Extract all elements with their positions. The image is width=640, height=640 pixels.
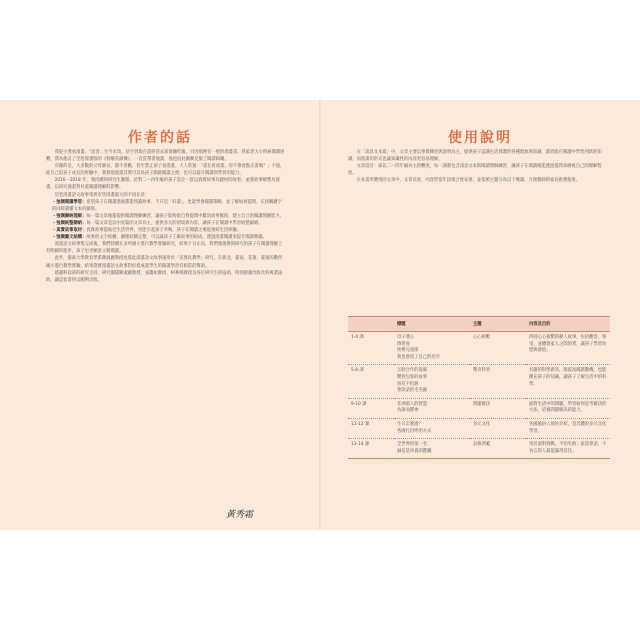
table-row: [348, 365, 610, 398]
titles-cell: 母子連心 博愛座 快樂兒童節 我也會寫了自己的名字: [394, 332, 470, 365]
paragraph: 漫畫語文故事集完成後，我們陸續在多所國小進行教學實驗研究，結果十分正向，我們發現參與研究的孩子在閱讀理解上有明顯的進步，孩子也更願意主動閱讀。: [46, 242, 283, 255]
authors-note-body: [46, 149, 286, 284]
bullet-item: ・強調歸納理解：每一篇文章後都提供閱讀理解練習，讓孩子能夠從自我提問中釐清故事脈絡，建立自己的閱讀理解能力。: [52, 213, 285, 219]
titles-cell: 非洲窮人的智慧 為誰而撐傘: [394, 398, 470, 418]
bullet-item: ・強調圖文結構：故事的文字結構、圖像結構完整，可以讓孩子了解故事的組成，透過漫畫閱讀來提升閱讀興趣。: [52, 235, 267, 241]
content-cell: 四則心心相繫的動人故事，包括觀察，領受，並體會家人之間的愛，讓孩子學習珍惜與感恩。: [526, 332, 610, 365]
titles-cell: 生日怎麼過？ 各國打招呼的方式: [394, 418, 470, 438]
header-title: 標題: [394, 317, 470, 332]
content-cell: 勇於面對挑戰，不怕失敗；說話算話，不食言的人最能贏得信任。: [526, 439, 610, 459]
theme-cell: 品格典範: [470, 439, 526, 459]
table-row: [348, 398, 610, 418]
table-header-row: [348, 317, 610, 332]
paragraph: 有趣的是，大多數的父母師長，都不喜歡，甚至禁止孩子看漫畫。大人常罵：「還在看漫畫，你不會看點正書嗎？」不過，從自己陪孩子成長的經驗中，我發現漫畫其實可以為孩子開啟閱讀之窗，也可以提升閱讀與學習的能力。: [46, 164, 285, 177]
content-cell: 各國風俗人情的介紹，是具體的多元文化學習。: [526, 418, 610, 438]
lesson-cell: 1-4 課: [348, 332, 394, 365]
paragraph: 感謝科技部的研究支持，研究團隊陳淑麗教授、張鑑如教授、柯華葳教授及各位研究生的協助，特別感謝出版社的專業協助，讓這套書得以順利出版。: [46, 270, 283, 283]
content-cell: 面對生活中的問題，學習如何思考解決的方法，培養問題解決的能力。: [526, 398, 610, 418]
paragraph: 這套漫畫語文故事集與市售漫畫最大的不同在於：: [54, 192, 150, 198]
paragraph: 此外，臺東大學教育學系陳淑麗教授也將此漫畫語文故事運用於「差異化教學」研究，在新北、臺南、花蓮、臺東的數所國小進行教學實驗，結果證實漫畫語文故事對於低成就學生的閱讀學習有相當的幫助。: [46, 256, 283, 269]
bullet-item: ・真實故事取材：真實故事能貼近生活世界，更能引起孩子共鳴，孩子在閱讀之後能連結生活經驗。: [52, 228, 242, 234]
lesson-cell: 9-10 課: [348, 398, 394, 418]
theme-cell: 心心相繫: [470, 332, 526, 365]
table-row: [348, 418, 610, 438]
titles-cell: 互助合作的海豚 雙背包客的故事 鳥兒不怕熱 會說話的毛毛蟲: [394, 365, 470, 398]
header-lesson: [348, 317, 394, 332]
theme-cell: 問題解決: [470, 398, 526, 418]
content-cell: 有趣的科學新知，既提高閱讀動機，也能擴充孩子的知識，讓孩子了解生活中的科學。: [526, 365, 610, 398]
table-row: [348, 439, 610, 459]
author-signature: 黃秀霜: [226, 510, 254, 520]
lesson-cell: 5-8 課: [348, 365, 394, 398]
titles-cell: 全世界的第一名 誠信是珍貴的寶藏: [394, 439, 470, 459]
bullet-item: ・強調閱讀學習：希望孩子在閱讀過後都能熟讀故事，不只是「好讀」，也能學會閱讀策略，並了解如何提問，在找關鍵字的同時讀懂文本的脈絡。: [52, 199, 282, 212]
paragraph: 2016－2018 年，我持續與研究生團隊，針對二～四年級的孩子設計一套以真實故事為題材的故事，並將故事繪製為漫畫，以研究漫畫對兒童閱讀理解的影響。: [46, 178, 280, 191]
paragraph: 在「訊息文本篇」中，文章主要以事實陳述與說明為主，提供孩子認識生活周遭的各種現象與知識，讀者能在閱讀中學習到新的知識，而漫畫的形式也讓知識性的內容更容易理解。: [348, 150, 602, 163]
theme-cell: 驚奇科普: [470, 365, 526, 398]
header-content: 內容及目的: [526, 317, 610, 332]
bullet-item: ・強調統整歸納：每一篇文章是以中長篇的文章為主，提供多元的情境與內容，讓孩子在閱讀中學習統整歸納。: [52, 220, 263, 226]
paragraph: 我從小愛看漫畫，「惡習」至今未改，甚至到現在還經常去某賣廳吃飯，只因那裡有一壁的漫畫書。我家老大小時候閱讀困難，我為他訂了全套漫畫版的《射鵰英雄傳》，一頁頁帶著他讀，他也因此漸漸克服了閱讀障礙。: [46, 150, 285, 163]
page-title-authors-note: 作者的話: [128, 130, 192, 146]
header-theme: 主題: [470, 317, 526, 332]
paragraph: 在本書所選用的文章中，文章長度、內容皆依年段適合度安排，並依照主題分為以下幾課，方便教師與家長挑選使用。: [356, 178, 581, 184]
theme-cell: 多元文化: [470, 418, 526, 438]
lesson-table: [348, 316, 610, 459]
left-page: [0, 100, 320, 530]
right-page: [320, 100, 640, 530]
book-spread: [0, 100, 640, 530]
paragraph: 文章設計：採以二～四年級為主的難度，每一課都包含訊息文本與閱讀理解練習，讓孩子在閱讀後能透過提問來檢視自己的理解程度。: [348, 164, 602, 177]
lesson-cell: 13-14 課: [348, 439, 394, 459]
table-row: [348, 332, 610, 365]
page-title-usage: 使用說明: [448, 130, 512, 146]
lesson-cell: 11-12 課: [348, 418, 394, 438]
usage-body: [348, 149, 608, 184]
